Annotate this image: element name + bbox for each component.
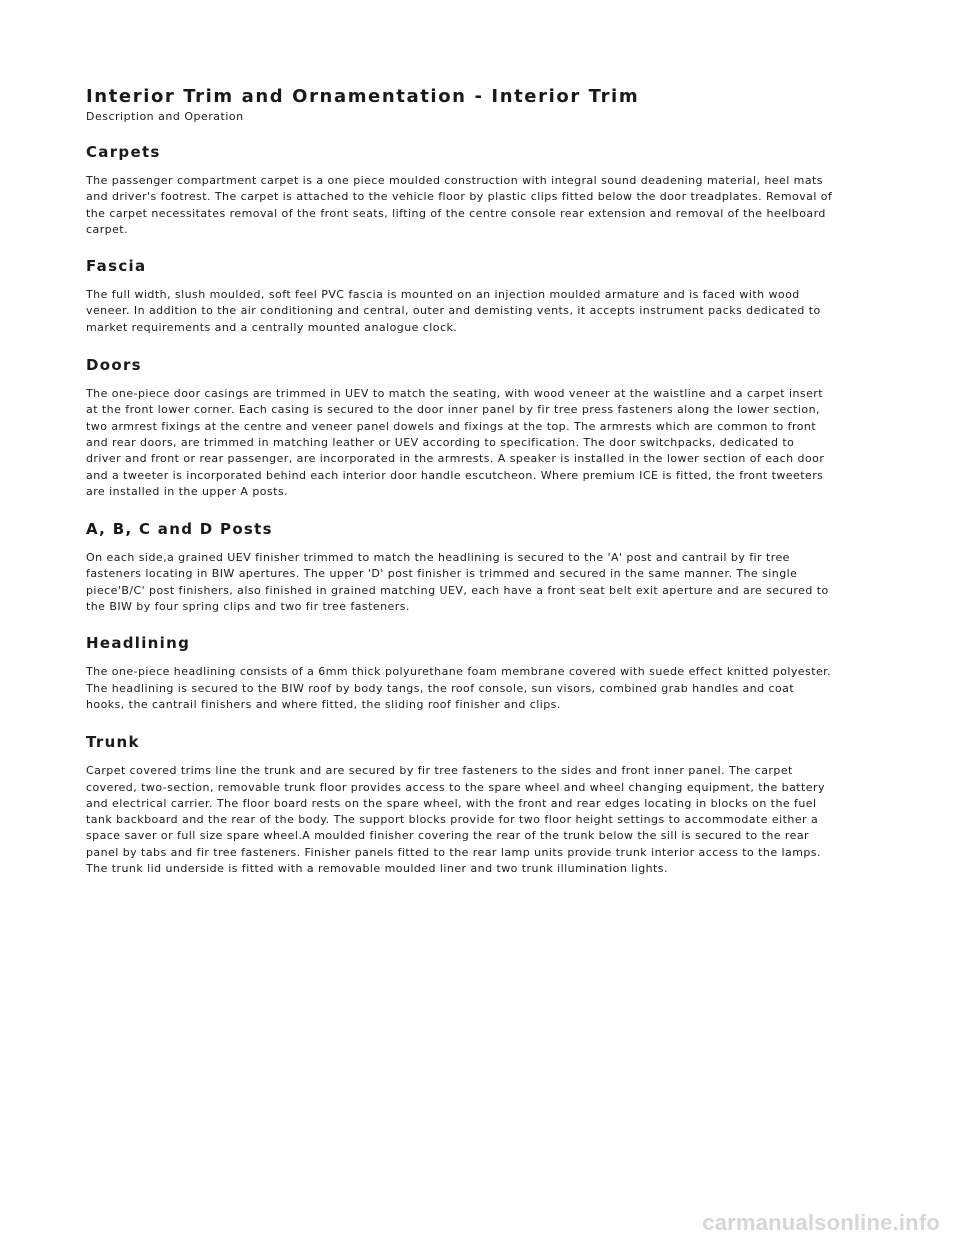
- section-body: The passenger compartment carpet is a one piece moulded construction with integral sound deadening material, heel mats and driver's footrest. The carpet is attached to the vehicle floor by plastic clips fitted below the door treadplates. Removal of the carpet necessitates removal of the front seats, lifting of the centre console rear extension and removal of the heelboard carpet.: [86, 174, 833, 236]
- section-body: On each side,a grained UEV finisher trimmed to match the headlining is secured to the 'A' post and cantrail by fir tree fasteners locating in BIW apertures. The upper 'D' post finisher is trimmed and secured in the same manner. The single piece'B/C' post finishers, also finished in grained matching UEV, each have a front seat belt exit aperture and are secured to the BIW by four spring clips and two fir tree fasteners.: [86, 551, 829, 614]
- section-heading: Trunk: [86, 733, 140, 752]
- section-fascia: [86, 256, 886, 336]
- section-posts: [86, 519, 886, 615]
- section-body: The one-piece door casings are trimmed in UEV to match the seating, with wood veneer at the waistline and a carpet insert at the front lower corner. Each casing is secured to the door inner panel by fir tree press fasteners along the lower section, two armrest fixings at the centre and veneer panel dowels and fixings at the top. The armrests which are common to front and rear doors, are trimmed in matching leather or UEV according to specification. The door switchpacks, dedicated to driver and front or rear passenger, are incorporated in the armrests. A speaker is installed in the lower section of each door and a tweeter is incorporated behind each interior door handle escutcheon. Where premium ICE is fitted, the front tweeters are installed in the upper A posts.: [86, 387, 825, 498]
- section-body: The one-piece headlining consists of a 6mm thick polyurethane foam membrane covered with suede effect knitted polyester. The headlining is secured to the BIW roof by body tangs, the roof console, sun visors, combined grab handles and coat hooks, the cantrail finishers and where fitted, the sliding roof finisher and clips.: [86, 665, 832, 711]
- section-carpets: [86, 142, 886, 238]
- section-heading: Doors: [86, 356, 142, 375]
- section-body: Carpet covered trims line the trunk and are secured by fir tree fasteners to the sides and front inner panel. The carpet covered, two-section, removable trunk floor provides access to the spare wheel and wheel changing equipment, the battery and electrical carrier. The floor board rests on the spare wheel, with the front and rear edges locating in blocks on the fuel tank backboard and the rear of the body. The support blocks provide for two floor height settings to accommodate either a space saver or full size spare wheel.A moulded finisher covering the rear of the trunk below the sill is secured to the rear panel by tabs and fir tree fasteners. Finisher panels fitted to the rear lamp units provide trunk interior access to the lamps. The trunk lid underside is fitted with a removable moulded liner and two trunk illumination lights.: [86, 764, 825, 876]
- section-heading: A, B, C and D Posts: [86, 520, 273, 539]
- document-page: [86, 84, 886, 877]
- document-subtitle: Description and Operation: [86, 110, 244, 123]
- section-heading: Fascia: [86, 257, 147, 276]
- section-heading: Carpets: [86, 143, 161, 161]
- document-title: Interior Trim and Ornamentation - Interior Trim: [86, 86, 640, 107]
- section-heading: Headlining: [86, 634, 191, 653]
- section-trunk: [86, 732, 886, 877]
- section-doors: [86, 355, 886, 500]
- watermark: carmanualsonline.info: [702, 1210, 940, 1235]
- section-body: The full width, slush moulded, soft feel PVC fascia is mounted on an injection moulded armature and is faced with wood veneer. In addition to the air conditioning and central, outer and demisting vents, it accepts instrument packs dedicated to market requirements and a centrally mounted analogue clock.: [86, 288, 821, 334]
- section-headlining: [86, 633, 886, 713]
